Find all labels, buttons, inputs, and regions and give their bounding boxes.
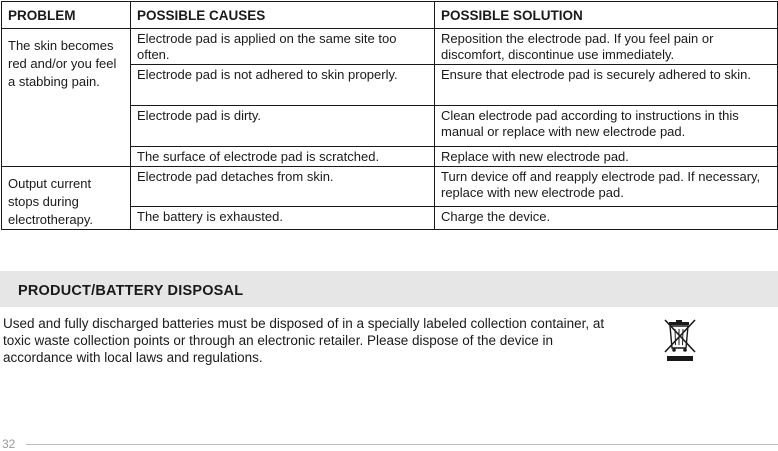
solution-cell: Ensure that electrode pad is securely adhered to skin.	[435, 65, 778, 106]
page-number: 32	[2, 437, 16, 451]
solution-cell: Charge the device.	[435, 206, 778, 230]
cause-cell: Electrode pad detaches from skin.	[131, 167, 435, 207]
problem-cell: The skin becomes red and/or you feel a stabbing pain.	[2, 29, 131, 167]
crossed-out-wheelie-bin-icon	[663, 318, 697, 362]
solution-cell: Turn device off and reapply electrode pad. If necessary, replace with new electrode pad.	[435, 167, 778, 207]
disposal-text: Used and fully discharged batteries must be disposed of in a specially labeled collection container, at toxic waste collection points or through an electronic retailer. Please dispose of the device in accordance with local laws and regulations.	[3, 316, 605, 365]
disposal-title: PRODUCT/BATTERY DISPOSAL	[18, 283, 244, 299]
header-possible-causes: POSSIBLE CAUSES	[131, 2, 435, 29]
cause-cell: Electrode pad is applied on the same site too often.	[131, 29, 435, 65]
solution-cell: Clean electrode pad according to instructions in this manual or replace with new electrode pad.	[435, 106, 778, 147]
cause-cell: The battery is exhausted.	[131, 206, 435, 230]
cause-cell: Electrode pad is not adhered to skin properly.	[131, 65, 435, 106]
cause-cell: Electrode pad is dirty.	[131, 106, 435, 147]
cause-cell: The surface of electrode pad is scratched.	[131, 147, 435, 167]
table-row	[2, 167, 778, 207]
table-row	[2, 29, 778, 65]
solution-cell: Reposition the electrode pad. If you feel pain or discomfort, discontinue use immediately.	[435, 29, 778, 65]
header-possible-solution: POSSIBLE SOLUTION	[435, 2, 778, 29]
footer-divider	[26, 444, 778, 445]
disposal-section-header	[0, 271, 778, 307]
header-problem: PROBLEM	[2, 2, 131, 29]
solution-cell: Replace with new electrode pad.	[435, 147, 778, 167]
table-header-row	[2, 2, 778, 29]
problem-cell: Output current stops during electrotherapy.	[2, 167, 131, 230]
troubleshooting-table	[1, 1, 778, 230]
